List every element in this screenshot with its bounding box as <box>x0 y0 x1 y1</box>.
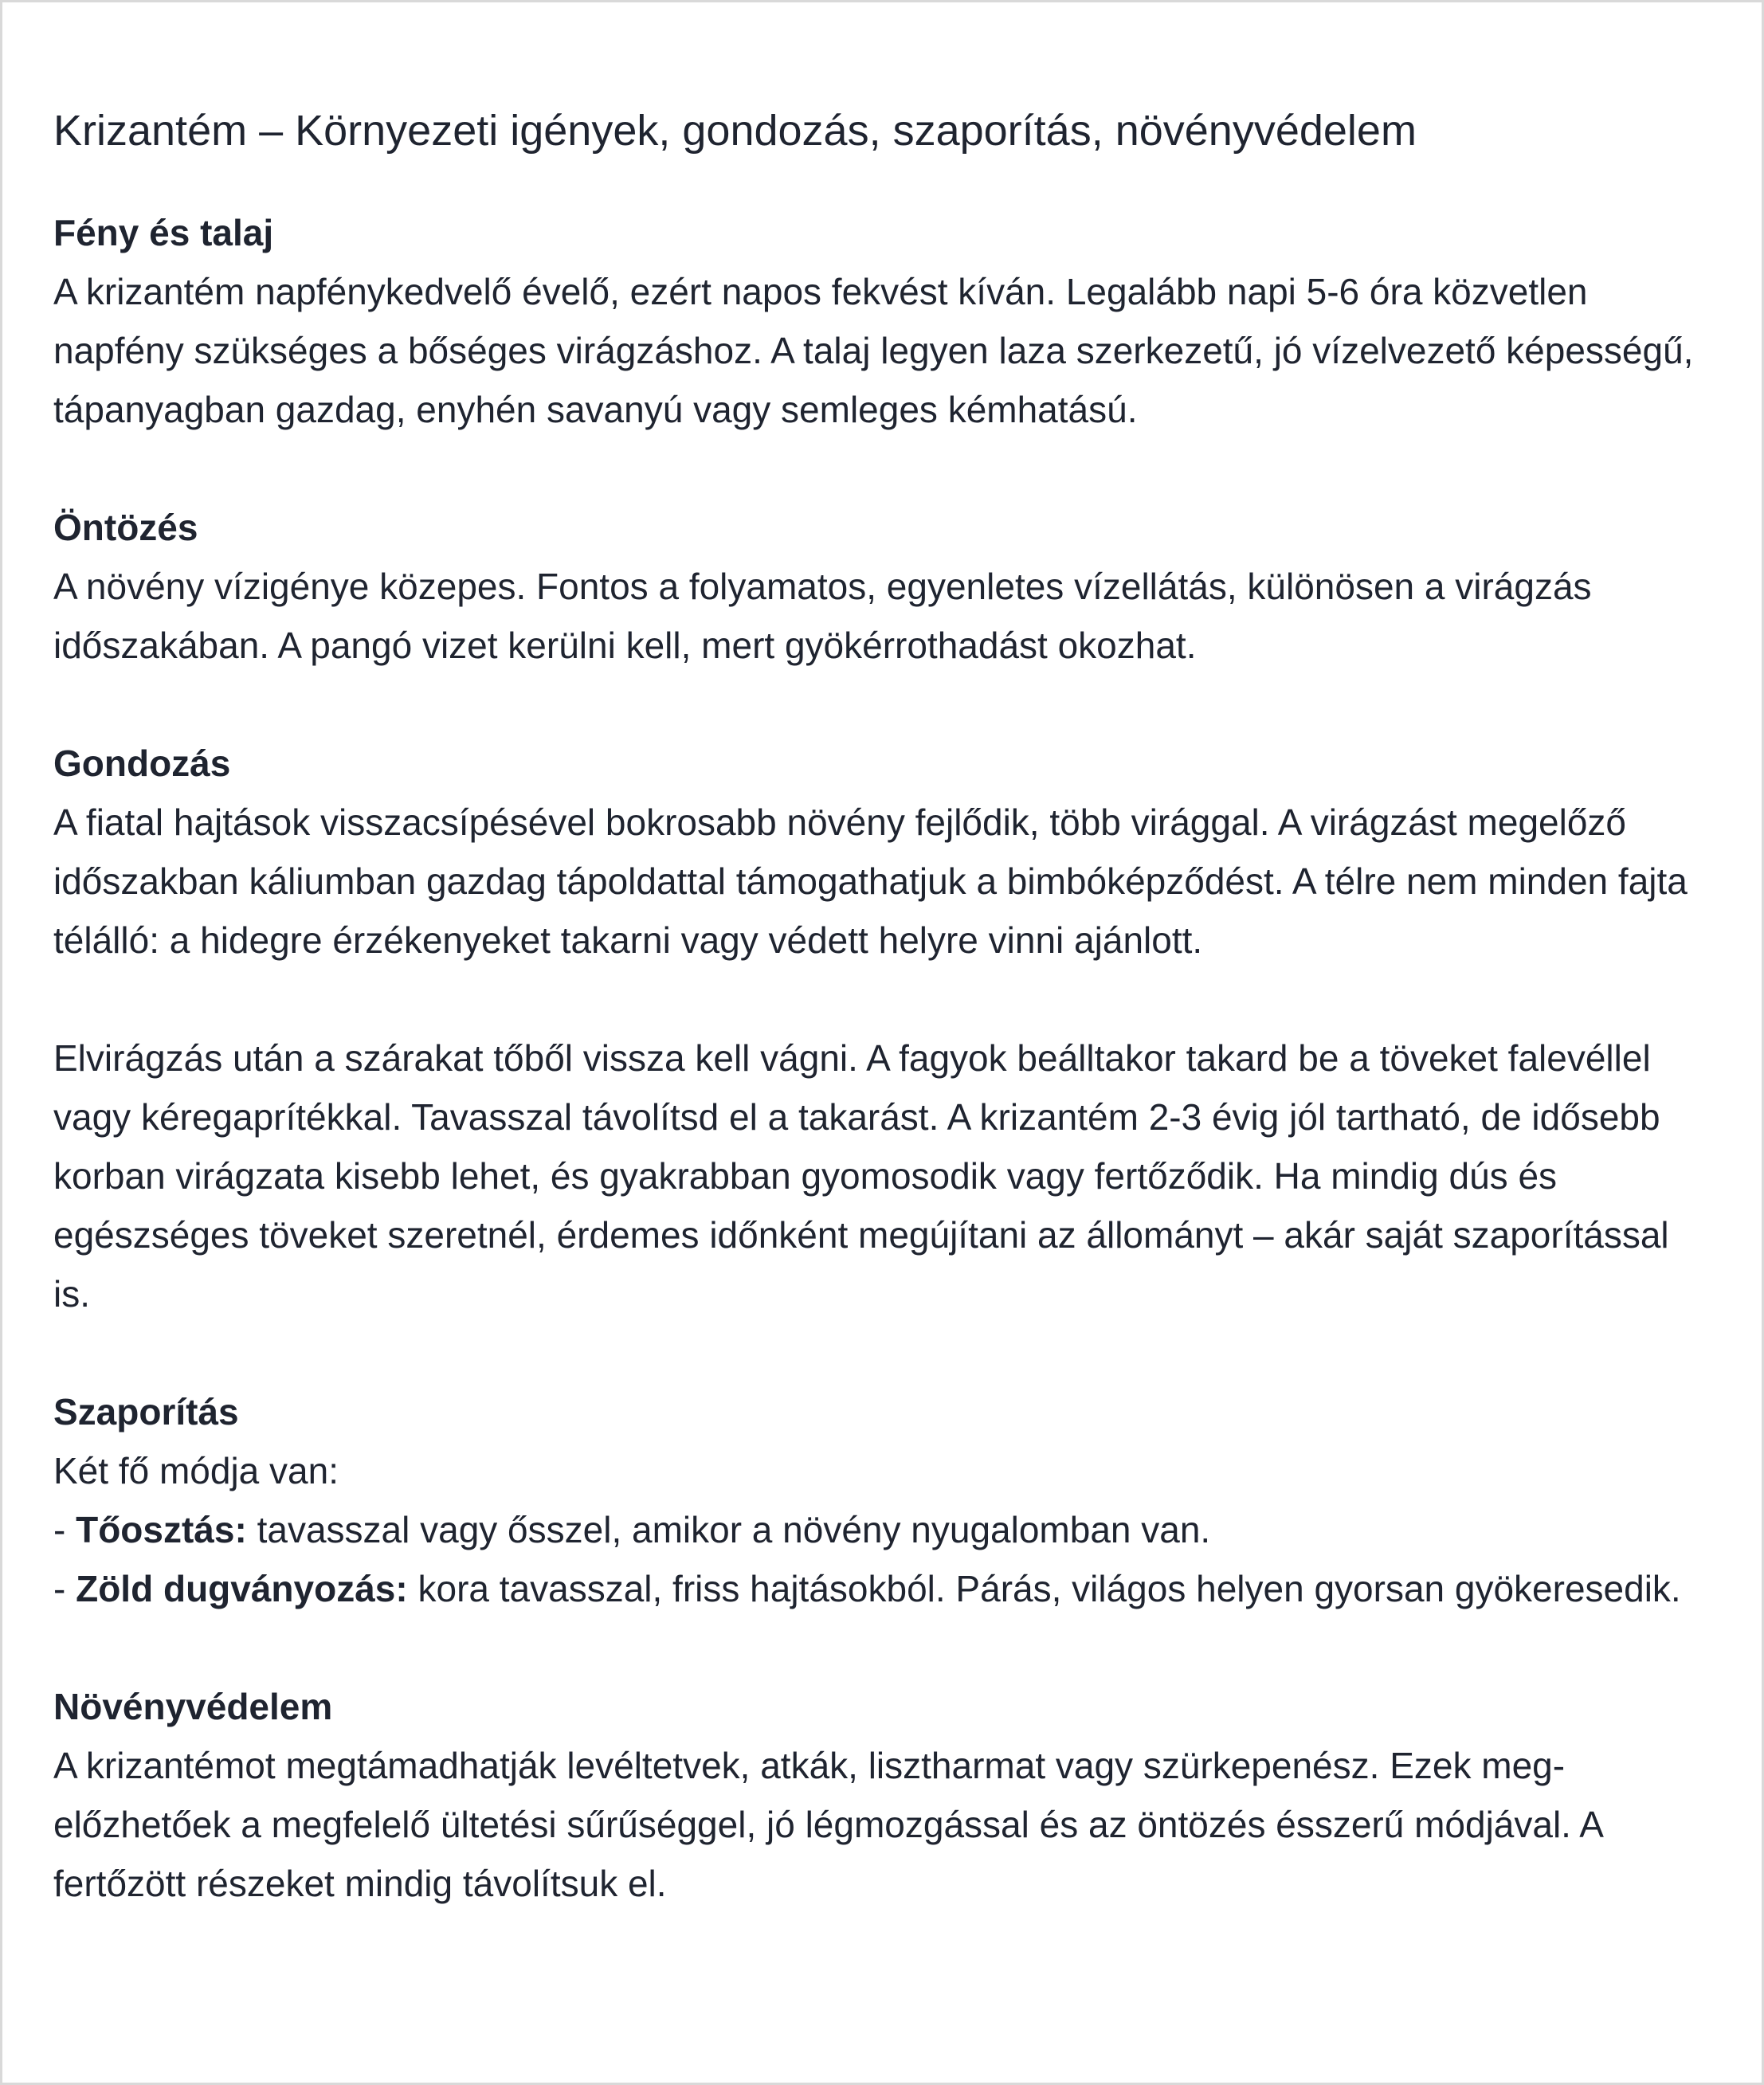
paragraph-light-soil: A krizantém napfénykedvelő évelő, ezért napos fekvést kíván. Legalább napi 5-6 óra közvetlen napfény szükséges a bőséges virágzáshoz. A talaj legyen laza szerkezetű, jó vízelvezető képességű, tápanyagban gazdag, enyhén savanyú vagy semleges kémhatású. <box>53 271 1694 430</box>
list-item-term: Zöld dugványozás: <box>76 1568 408 1609</box>
paragraph-care-2: Elvirágzás után a szárakat tőből vissza kell vágni. A fagyok beálltakor takard be a töveket falevéllel vagy kéregaprítékkal. Tavasszal távolítsd el a takarást. A krizantém 2-3 évig jól tartható, de idősebb korban virágzata kisebb lehet, és gyakrabban gyomosodik vagy fertőződik. Ha mindig dús és egészséges töveket szeretnél, érdemes időnként megújítani az állományt – akár saját szaporítással is. <box>53 1037 1669 1315</box>
page-title: Krizantém – Környezeti igények, gondozás, szaporítás, növényvédelem <box>53 107 1417 155</box>
list-item-text: kora tavasszal, friss hajtásokból. Párás, világos helyen gyorsan gyökeresedik. <box>407 1568 1681 1609</box>
paragraph-care-1: A fiatal hajtások visszacsípésével bokrosabb növény fejlődik, több virággal. A virágzást megelőző időszakban káliumban gazdag tápoldattal támogathatjuk a bimbóképződést. A télre nem minden fajta télálló: a hidegre érzékenyeket takarni vagy védett helyre vinni ajánlott. <box>53 801 1688 961</box>
list-item-prefix: - <box>53 1568 76 1609</box>
propagation-item-division <box>53 1500 1698 1559</box>
propagation-item-cuttings <box>53 1559 1698 1618</box>
section-care <box>53 734 1698 1323</box>
list-item-term: Tőosztás: <box>76 1509 247 1550</box>
list-item-text: tavasszal vagy ősszel, amikor a növény nyugalomban van. <box>246 1509 1211 1550</box>
section-heading-care: Gondozás <box>53 743 231 784</box>
paragraph-watering: A növény vízigénye közepes. Fontos a folyamatos, egyenletes vízellátás, különösen a virágzás időszakában. A pangó vizet kerülni kell, mert gyökérrothadást okozhat. <box>53 566 1592 666</box>
section-heading-light-soil: Fény és talaj <box>53 212 274 253</box>
section-light-soil <box>53 203 1698 439</box>
section-heading-protection: Növényvédelem <box>53 1686 333 1727</box>
propagation-intro: Két fő módja van: <box>53 1450 339 1491</box>
list-item-prefix: - <box>53 1509 76 1550</box>
section-heading-watering: Öntözés <box>53 507 198 548</box>
section-protection <box>53 1677 1698 1913</box>
paragraph-protection: A krizantémot megtámadhatják levéltetvek, atkák, lisztharmat vagy szürkepenész. Ezek megelőzhetőek a megfelelő ültetési sűrűséggel, jó légmozgással és az öntözés ésszerű módjával. A fertőzött részeket mindig távolítsuk el. <box>53 1745 1602 1904</box>
section-heading-propagation: Szaporítás <box>53 1391 239 1432</box>
section-watering <box>53 498 1698 675</box>
section-propagation <box>53 1382 1698 1618</box>
